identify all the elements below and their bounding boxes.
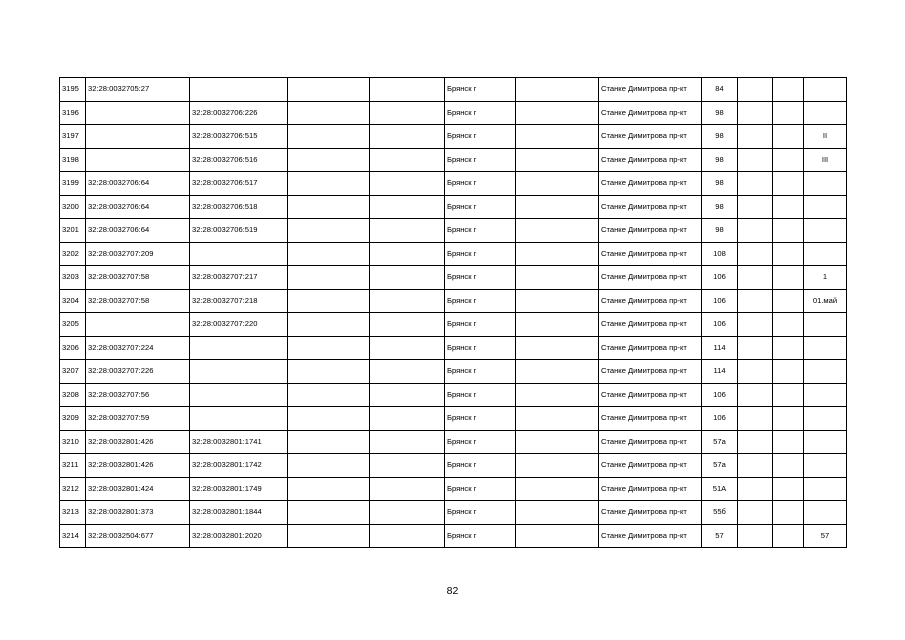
- cadastral-number-cell: [86, 125, 190, 149]
- empty-cell: [738, 336, 773, 360]
- empty-cell: [288, 383, 370, 407]
- city-cell: Брянск г: [445, 125, 516, 149]
- street-cell: Станке Димитрова пр-кт: [599, 383, 702, 407]
- row-number-cell: 3210: [60, 430, 86, 454]
- cadastral-number-cell: 32:28:0032801:426: [86, 454, 190, 478]
- table-row: [60, 219, 847, 243]
- house-number-cell: 114: [702, 336, 738, 360]
- cadastral-number-cell: 32:28:0032801:424: [86, 477, 190, 501]
- row-number-cell: 3197: [60, 125, 86, 149]
- empty-cell: [516, 407, 599, 431]
- empty-cell: [738, 360, 773, 384]
- empty-cell: [516, 101, 599, 125]
- empty-cell: [370, 148, 445, 172]
- empty-cell: [738, 524, 773, 548]
- empty-cell: [288, 313, 370, 337]
- cadastral-number-cell: 32:28:0032705:27: [86, 78, 190, 102]
- empty-cell: [288, 78, 370, 102]
- object-cadastral-number-cell: 32:28:0032707:217: [190, 266, 288, 290]
- city-cell: Брянск г: [445, 430, 516, 454]
- table-row: [60, 266, 847, 290]
- empty-cell: [738, 78, 773, 102]
- house-number-cell: 106: [702, 313, 738, 337]
- empty-cell: [288, 289, 370, 313]
- cadastral-number-cell: 32:28:0032707:224: [86, 336, 190, 360]
- empty-cell: [773, 266, 804, 290]
- city-cell: Брянск г: [445, 383, 516, 407]
- empty-cell: [516, 172, 599, 196]
- empty-cell: [516, 336, 599, 360]
- row-number-cell: 3200: [60, 195, 86, 219]
- object-cadastral-number-cell: [190, 336, 288, 360]
- empty-cell: [516, 454, 599, 478]
- house-number-cell: 84: [702, 78, 738, 102]
- building-part-cell: [804, 313, 847, 337]
- cadastral-number-cell: [86, 148, 190, 172]
- row-number-cell: 3213: [60, 501, 86, 525]
- empty-cell: [370, 430, 445, 454]
- table-row: [60, 501, 847, 525]
- building-part-cell: [804, 101, 847, 125]
- empty-cell: [370, 501, 445, 525]
- building-part-cell: [804, 336, 847, 360]
- street-cell: Станке Димитрова пр-кт: [599, 148, 702, 172]
- object-cadastral-number-cell: 32:28:0032801:1844: [190, 501, 288, 525]
- empty-cell: [370, 266, 445, 290]
- city-cell: Брянск г: [445, 313, 516, 337]
- table-row: [60, 407, 847, 431]
- house-number-cell: 106: [702, 289, 738, 313]
- empty-cell: [288, 101, 370, 125]
- empty-cell: [738, 219, 773, 243]
- row-number-cell: 3196: [60, 101, 86, 125]
- city-cell: Брянск г: [445, 242, 516, 266]
- empty-cell: [773, 195, 804, 219]
- empty-cell: [516, 289, 599, 313]
- empty-cell: [738, 101, 773, 125]
- object-cadastral-number-cell: [190, 383, 288, 407]
- building-part-cell: 01.май: [804, 289, 847, 313]
- cadastral-number-cell: 32:28:0032504:677: [86, 524, 190, 548]
- empty-cell: [773, 430, 804, 454]
- city-cell: Брянск г: [445, 219, 516, 243]
- object-cadastral-number-cell: 32:28:0032706:516: [190, 148, 288, 172]
- object-cadastral-number-cell: 32:28:0032801:1741: [190, 430, 288, 454]
- empty-cell: [288, 336, 370, 360]
- street-cell: Станке Димитрова пр-кт: [599, 125, 702, 149]
- table-row: [60, 524, 847, 548]
- table-row: [60, 172, 847, 196]
- empty-cell: [370, 407, 445, 431]
- street-cell: Станке Димитрова пр-кт: [599, 477, 702, 501]
- empty-cell: [288, 407, 370, 431]
- empty-cell: [738, 172, 773, 196]
- empty-cell: [516, 313, 599, 337]
- row-number-cell: 3209: [60, 407, 86, 431]
- empty-cell: [773, 501, 804, 525]
- house-number-cell: 98: [702, 148, 738, 172]
- empty-cell: [773, 289, 804, 313]
- empty-cell: [773, 360, 804, 384]
- street-cell: Станке Димитрова пр-кт: [599, 219, 702, 243]
- city-cell: Брянск г: [445, 172, 516, 196]
- empty-cell: [288, 148, 370, 172]
- table-row: [60, 148, 847, 172]
- empty-cell: [773, 477, 804, 501]
- street-cell: Станке Димитрова пр-кт: [599, 454, 702, 478]
- empty-cell: [288, 360, 370, 384]
- cadastral-number-cell: 32:28:0032707:59: [86, 407, 190, 431]
- page-number: 82: [446, 585, 459, 597]
- street-cell: Станке Димитрова пр-кт: [599, 336, 702, 360]
- cadastral-number-cell: [86, 313, 190, 337]
- city-cell: Брянск г: [445, 148, 516, 172]
- empty-cell: [738, 195, 773, 219]
- table-row: [60, 336, 847, 360]
- row-number-cell: 3201: [60, 219, 86, 243]
- object-cadastral-number-cell: 32:28:0032706:517: [190, 172, 288, 196]
- empty-cell: [738, 266, 773, 290]
- empty-cell: [516, 78, 599, 102]
- table-row: [60, 477, 847, 501]
- street-cell: Станке Димитрова пр-кт: [599, 172, 702, 196]
- object-cadastral-number-cell: 32:28:0032801:1742: [190, 454, 288, 478]
- city-cell: Брянск г: [445, 360, 516, 384]
- empty-cell: [370, 172, 445, 196]
- table-row: [60, 313, 847, 337]
- building-part-cell: [804, 219, 847, 243]
- street-cell: Станке Димитрова пр-кт: [599, 501, 702, 525]
- building-part-cell: [804, 383, 847, 407]
- row-number-cell: 3195: [60, 78, 86, 102]
- table-row: [60, 101, 847, 125]
- row-number-cell: 3206: [60, 336, 86, 360]
- empty-cell: [370, 477, 445, 501]
- building-part-cell: [804, 195, 847, 219]
- empty-cell: [773, 172, 804, 196]
- empty-cell: [288, 195, 370, 219]
- table-row: [60, 242, 847, 266]
- city-cell: Брянск г: [445, 524, 516, 548]
- empty-cell: [773, 78, 804, 102]
- cadastral-number-cell: 32:28:0032706:64: [86, 219, 190, 243]
- registry-table: [59, 77, 847, 548]
- empty-cell: [773, 454, 804, 478]
- house-number-cell: 98: [702, 172, 738, 196]
- empty-cell: [738, 454, 773, 478]
- empty-cell: [288, 266, 370, 290]
- city-cell: Брянск г: [445, 501, 516, 525]
- empty-cell: [738, 242, 773, 266]
- object-cadastral-number-cell: [190, 78, 288, 102]
- empty-cell: [516, 125, 599, 149]
- house-number-cell: 106: [702, 383, 738, 407]
- row-number-cell: 3207: [60, 360, 86, 384]
- building-part-cell: [804, 360, 847, 384]
- empty-cell: [773, 524, 804, 548]
- row-number-cell: 3203: [60, 266, 86, 290]
- empty-cell: [370, 101, 445, 125]
- house-number-cell: 57а: [702, 454, 738, 478]
- empty-cell: [773, 336, 804, 360]
- building-part-cell: [804, 242, 847, 266]
- empty-cell: [773, 219, 804, 243]
- building-part-cell: III: [804, 148, 847, 172]
- building-part-cell: [804, 172, 847, 196]
- object-cadastral-number-cell: 32:28:0032706:226: [190, 101, 288, 125]
- empty-cell: [516, 195, 599, 219]
- street-cell: Станке Димитрова пр-кт: [599, 78, 702, 102]
- building-part-cell: [804, 501, 847, 525]
- house-number-cell: 57а: [702, 430, 738, 454]
- table-row: [60, 383, 847, 407]
- empty-cell: [370, 360, 445, 384]
- empty-cell: [516, 242, 599, 266]
- object-cadastral-number-cell: 32:28:0032707:218: [190, 289, 288, 313]
- object-cadastral-number-cell: 32:28:0032706:518: [190, 195, 288, 219]
- row-number-cell: 3198: [60, 148, 86, 172]
- empty-cell: [288, 125, 370, 149]
- empty-cell: [288, 454, 370, 478]
- empty-cell: [738, 477, 773, 501]
- building-part-cell: [804, 78, 847, 102]
- empty-cell: [738, 383, 773, 407]
- empty-cell: [370, 383, 445, 407]
- city-cell: Брянск г: [445, 336, 516, 360]
- street-cell: Станке Димитрова пр-кт: [599, 524, 702, 548]
- street-cell: Станке Димитрова пр-кт: [599, 407, 702, 431]
- empty-cell: [288, 242, 370, 266]
- empty-cell: [773, 407, 804, 431]
- object-cadastral-number-cell: 32:28:0032801:2020: [190, 524, 288, 548]
- building-part-cell: [804, 407, 847, 431]
- cadastral-number-cell: 32:28:0032801:426: [86, 430, 190, 454]
- building-part-cell: [804, 430, 847, 454]
- city-cell: Брянск г: [445, 195, 516, 219]
- house-number-cell: 51А: [702, 477, 738, 501]
- empty-cell: [516, 524, 599, 548]
- empty-cell: [773, 125, 804, 149]
- empty-cell: [516, 148, 599, 172]
- empty-cell: [738, 407, 773, 431]
- object-cadastral-number-cell: 32:28:0032707:220: [190, 313, 288, 337]
- cadastral-number-cell: [86, 101, 190, 125]
- object-cadastral-number-cell: 32:28:0032801:1749: [190, 477, 288, 501]
- street-cell: Станке Димитрова пр-кт: [599, 313, 702, 337]
- empty-cell: [370, 219, 445, 243]
- table-row: [60, 78, 847, 102]
- row-number-cell: 3212: [60, 477, 86, 501]
- house-number-cell: 98: [702, 125, 738, 149]
- building-part-cell: 57: [804, 524, 847, 548]
- table-row: [60, 195, 847, 219]
- row-number-cell: 3211: [60, 454, 86, 478]
- empty-cell: [370, 125, 445, 149]
- row-number-cell: 3208: [60, 383, 86, 407]
- empty-cell: [516, 501, 599, 525]
- empty-cell: [288, 430, 370, 454]
- house-number-cell: 98: [702, 219, 738, 243]
- cadastral-number-cell: 32:28:0032707:209: [86, 242, 190, 266]
- building-part-cell: II: [804, 125, 847, 149]
- cadastral-number-cell: 32:28:0032801:373: [86, 501, 190, 525]
- city-cell: Брянск г: [445, 266, 516, 290]
- empty-cell: [738, 125, 773, 149]
- house-number-cell: 57: [702, 524, 738, 548]
- table-body: [60, 78, 847, 548]
- row-number-cell: 3214: [60, 524, 86, 548]
- street-cell: Станке Димитрова пр-кт: [599, 101, 702, 125]
- house-number-cell: 108: [702, 242, 738, 266]
- row-number-cell: 3202: [60, 242, 86, 266]
- empty-cell: [773, 242, 804, 266]
- building-part-cell: [804, 477, 847, 501]
- row-number-cell: 3205: [60, 313, 86, 337]
- object-cadastral-number-cell: [190, 242, 288, 266]
- street-cell: Станке Димитрова пр-кт: [599, 242, 702, 266]
- empty-cell: [516, 477, 599, 501]
- city-cell: Брянск г: [445, 407, 516, 431]
- house-number-cell: 114: [702, 360, 738, 384]
- empty-cell: [288, 219, 370, 243]
- cadastral-number-cell: 32:28:0032707:56: [86, 383, 190, 407]
- house-number-cell: 106: [702, 407, 738, 431]
- empty-cell: [288, 501, 370, 525]
- empty-cell: [370, 524, 445, 548]
- street-cell: Станке Димитрова пр-кт: [599, 360, 702, 384]
- table-row: [60, 454, 847, 478]
- city-cell: Брянск г: [445, 289, 516, 313]
- house-number-cell: 55б: [702, 501, 738, 525]
- table-row: [60, 289, 847, 313]
- cadastral-number-cell: 32:28:0032707:226: [86, 360, 190, 384]
- empty-cell: [370, 242, 445, 266]
- empty-cell: [370, 78, 445, 102]
- cadastral-number-cell: 32:28:0032706:64: [86, 195, 190, 219]
- cadastral-number-cell: 32:28:0032707:58: [86, 266, 190, 290]
- object-cadastral-number-cell: 32:28:0032706:515: [190, 125, 288, 149]
- table-row: [60, 430, 847, 454]
- empty-cell: [370, 313, 445, 337]
- empty-cell: [288, 477, 370, 501]
- city-cell: Брянск г: [445, 101, 516, 125]
- object-cadastral-number-cell: [190, 360, 288, 384]
- empty-cell: [370, 336, 445, 360]
- row-number-cell: 3199: [60, 172, 86, 196]
- house-number-cell: 98: [702, 101, 738, 125]
- empty-cell: [370, 289, 445, 313]
- empty-cell: [738, 501, 773, 525]
- house-number-cell: 106: [702, 266, 738, 290]
- city-cell: Брянск г: [445, 477, 516, 501]
- cadastral-number-cell: 32:28:0032706:64: [86, 172, 190, 196]
- building-part-cell: [804, 454, 847, 478]
- empty-cell: [288, 172, 370, 196]
- empty-cell: [738, 289, 773, 313]
- street-cell: Станке Димитрова пр-кт: [599, 195, 702, 219]
- empty-cell: [516, 266, 599, 290]
- street-cell: Станке Димитрова пр-кт: [599, 266, 702, 290]
- city-cell: Брянск г: [445, 454, 516, 478]
- empty-cell: [516, 360, 599, 384]
- street-cell: Станке Димитрова пр-кт: [599, 289, 702, 313]
- table-row: [60, 360, 847, 384]
- house-number-cell: 98: [702, 195, 738, 219]
- building-part-cell: 1: [804, 266, 847, 290]
- empty-cell: [738, 313, 773, 337]
- empty-cell: [516, 219, 599, 243]
- empty-cell: [773, 148, 804, 172]
- row-number-cell: 3204: [60, 289, 86, 313]
- empty-cell: [288, 524, 370, 548]
- object-cadastral-number-cell: [190, 407, 288, 431]
- empty-cell: [773, 101, 804, 125]
- cadastral-number-cell: 32:28:0032707:58: [86, 289, 190, 313]
- street-cell: Станке Димитрова пр-кт: [599, 430, 702, 454]
- empty-cell: [773, 313, 804, 337]
- table-row: [60, 125, 847, 149]
- empty-cell: [516, 383, 599, 407]
- empty-cell: [370, 195, 445, 219]
- empty-cell: [773, 383, 804, 407]
- empty-cell: [370, 454, 445, 478]
- object-cadastral-number-cell: 32:28:0032706:519: [190, 219, 288, 243]
- empty-cell: [738, 148, 773, 172]
- empty-cell: [738, 430, 773, 454]
- city-cell: Брянск г: [445, 78, 516, 102]
- empty-cell: [516, 430, 599, 454]
